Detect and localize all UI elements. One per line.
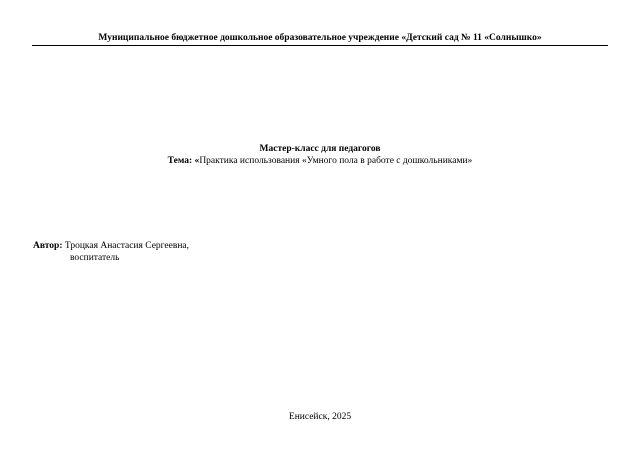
- topic-text: Практика использования «Умного пола в работе с дошкольниками»: [199, 156, 473, 166]
- author-name: Троцкая Анастасия Сергеевна,: [62, 241, 190, 251]
- header-divider: [32, 45, 608, 46]
- place-year: Енисейск, 2025: [288, 412, 352, 422]
- institution-header: Муниципальное бюджетное дошкольное образовательное учреждение «Детский сад № 11 «Солнышко»: [98, 33, 542, 43]
- author-label: Автор:: [33, 241, 63, 251]
- author-role: воспитатель: [70, 253, 120, 263]
- document-title: Мастер-класс для педагогов: [259, 144, 381, 154]
- document-topic: [0, 156, 640, 166]
- topic-label: Тема: «: [167, 156, 200, 166]
- author-line: [33, 241, 189, 251]
